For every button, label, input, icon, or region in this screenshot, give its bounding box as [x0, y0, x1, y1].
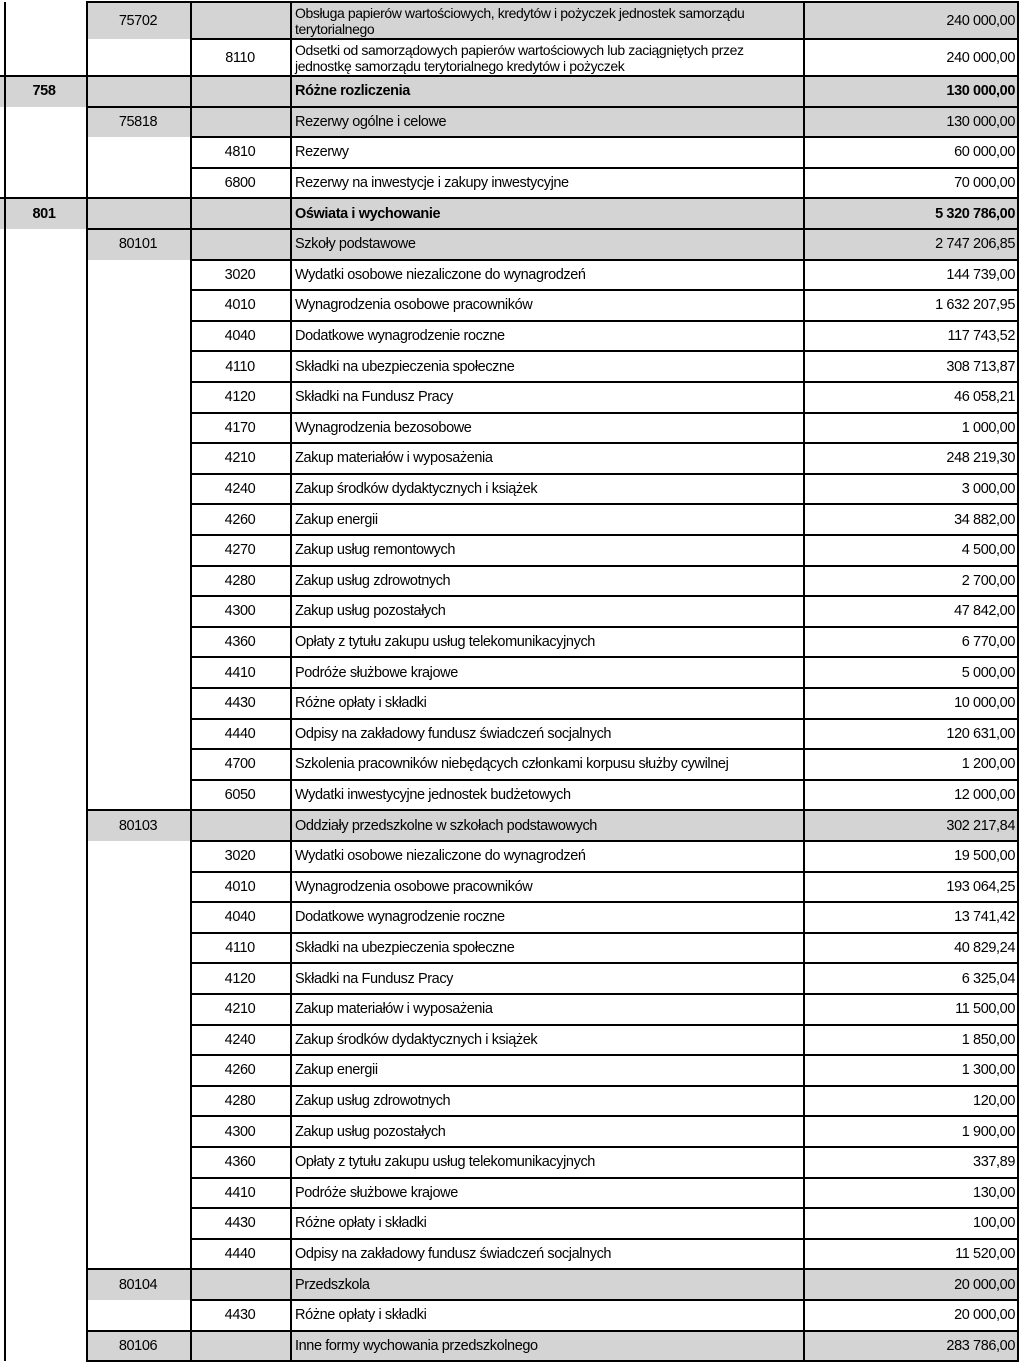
table-row — [0, 535, 1024, 566]
item-name: Składki na ubezpieczenia społeczne — [295, 940, 515, 957]
table-row — [0, 1300, 1024, 1331]
chapter-row — [0, 810, 1024, 841]
amount: 2 700,00 — [961, 572, 1015, 589]
amount: 1 000,00 — [961, 419, 1015, 436]
paragraph-code: 4360 — [224, 1154, 256, 1171]
chapter-code: 80104 — [118, 1276, 158, 1293]
amount: 40 829,24 — [954, 940, 1015, 957]
table-row — [0, 872, 1024, 903]
item-name: Wynagrodzenia osobowe pracowników — [295, 878, 533, 895]
paragraph-code: 4430 — [224, 695, 256, 712]
item-name: Rezerwy — [295, 144, 349, 161]
amount: 120,00 — [973, 1093, 1015, 1110]
amount: 144 739,00 — [946, 266, 1015, 283]
chapter-row — [0, 1269, 1024, 1300]
table-row — [0, 566, 1024, 597]
item-name: Inne formy wychowania przedszkolnego — [295, 1337, 538, 1354]
chapter-row — [0, 107, 1024, 138]
paragraph-code: 3020 — [224, 848, 256, 865]
amount: 34 882,00 — [954, 511, 1015, 528]
paragraph-code: 6800 — [224, 175, 256, 192]
section-code: 801 — [32, 205, 56, 222]
table-row — [0, 474, 1024, 505]
item-name: Oświata i wychowanie — [295, 205, 441, 222]
paragraph-code: 4410 — [224, 664, 256, 681]
table-row — [0, 382, 1024, 413]
item-name: Wydatki inwestycyjne jednostek budżetowych — [295, 787, 571, 804]
paragraph-code: 4110 — [225, 358, 255, 375]
table-row — [0, 1086, 1024, 1117]
item-name: Oddziały przedszkolne w szkołach podstawowych — [295, 817, 597, 834]
amount: 1 200,00 — [961, 756, 1015, 773]
table-row — [0, 933, 1024, 964]
paragraph-code: 4360 — [224, 634, 256, 651]
amount: 100,00 — [973, 1215, 1015, 1232]
table-row — [0, 504, 1024, 535]
amount: 11 520,00 — [955, 1246, 1015, 1263]
item-name: Składki na Fundusz Pracy — [295, 389, 454, 406]
table-row — [0, 780, 1024, 811]
item-name: Opłaty z tytułu zakupu usług telekomunikacyjnych — [295, 634, 595, 651]
item-name: Składki na ubezpieczenia społeczne — [295, 358, 515, 375]
item-name: Różne opłaty i składki — [295, 1215, 427, 1232]
amount: 302 217,84 — [946, 817, 1015, 834]
paragraph-code: 3020 — [224, 266, 256, 283]
table-row — [0, 963, 1024, 994]
item-name: Wynagrodzenia bezosobowe — [295, 419, 472, 436]
item-name: Odpisy na zakładowy fundusz świadczeń socjalnych — [295, 1246, 612, 1263]
table-row — [0, 627, 1024, 658]
section-row — [0, 198, 1024, 229]
item-name: Zakup usług zdrowotnych — [295, 1093, 451, 1110]
table-row — [0, 413, 1024, 444]
chapter-code: 75818 — [118, 113, 158, 130]
table-row — [0, 351, 1024, 382]
amount: 12 000,00 — [954, 787, 1015, 804]
amount: 240 000,00 — [946, 12, 1015, 29]
item-name: Dodatkowe wynagrodzenie roczne — [295, 328, 505, 345]
item-name: Szkolenia pracowników niebędących członkami korpusu służby cywilnej — [295, 756, 729, 773]
table-row — [0, 290, 1024, 321]
item-name: Zakup energii — [295, 511, 378, 528]
paragraph-code: 4280 — [224, 1093, 256, 1110]
paragraph-code: 4040 — [224, 328, 256, 345]
item-name: Obsługa papierów wartościowych, kredytów i pożyczek jednostek samorządu terytorialnego — [295, 4, 745, 37]
paragraph-code: 4440 — [224, 725, 256, 742]
table-row — [0, 596, 1024, 627]
item-name: Zakup środków dydaktycznych i książek — [295, 1031, 538, 1048]
paragraph-code: 4110 — [225, 940, 255, 957]
item-name: Wydatki osobowe niezaliczone do wynagrodzeń — [295, 848, 586, 865]
table-row — [0, 1208, 1024, 1239]
item-name: Podróże służbowe krajowe — [295, 664, 458, 681]
item-name: Różne rozliczenia — [295, 83, 410, 100]
item-name: Podróże służbowe krajowe — [295, 1184, 458, 1201]
paragraph-code: 4430 — [224, 1307, 256, 1324]
item-name: Dodatkowe wynagrodzenie roczne — [295, 909, 505, 926]
table-row — [0, 1147, 1024, 1178]
amount: 6 325,04 — [961, 970, 1015, 987]
item-name: Różne opłaty i składki — [295, 1307, 427, 1324]
table-row — [0, 1055, 1024, 1086]
item-name: Przedszkola — [295, 1276, 370, 1293]
paragraph-code: 4120 — [224, 389, 256, 406]
amount: 1 850,00 — [961, 1031, 1015, 1048]
table-row — [0, 719, 1024, 750]
table-row — [0, 137, 1024, 168]
amount: 47 842,00 — [954, 603, 1015, 620]
table-row — [0, 443, 1024, 474]
item-name: Zakup energii — [295, 1062, 378, 1079]
amount: 10 000,00 — [954, 695, 1015, 712]
chapter-code: 75702 — [118, 12, 158, 29]
paragraph-code: 4010 — [224, 878, 256, 895]
item-name: Odsetki od samorządowych papierów wartościowych lub zaciągniętych przez jednostkę samorządu terytorialnego kredytów i pożyczek — [295, 41, 744, 74]
table-row — [0, 902, 1024, 933]
item-name: Szkoły podstawowe — [295, 236, 416, 253]
paragraph-code: 4210 — [224, 450, 256, 467]
amount: 70 000,00 — [954, 175, 1015, 192]
chapter-code: 80103 — [118, 817, 158, 834]
table-row — [0, 1025, 1024, 1056]
chapter-code: 80101 — [118, 236, 158, 253]
table-row — [0, 688, 1024, 719]
paragraph-code: 4210 — [224, 1001, 256, 1018]
item-name: Zakup środków dydaktycznych i książek — [295, 481, 538, 498]
table-row — [0, 1178, 1024, 1209]
item-name: Zakup usług zdrowotnych — [295, 572, 451, 589]
amount: 337,89 — [973, 1154, 1015, 1171]
paragraph-code: 4280 — [224, 572, 256, 589]
paragraph-code: 4260 — [224, 511, 256, 528]
table-row — [0, 168, 1024, 199]
table-row — [0, 1239, 1024, 1270]
item-name: Zakup usług pozostałych — [295, 603, 446, 620]
amount: 240 000,00 — [946, 49, 1015, 66]
item-name: Rezerwy ogólne i celowe — [295, 113, 447, 130]
table-row — [0, 657, 1024, 688]
amount: 60 000,00 — [954, 144, 1015, 161]
table-row — [0, 1116, 1024, 1147]
item-name: Odpisy na zakładowy fundusz świadczeń socjalnych — [295, 725, 612, 742]
section-code: 758 — [32, 83, 56, 100]
paragraph-code: 6050 — [224, 787, 256, 804]
paragraph-code: 4240 — [224, 481, 256, 498]
paragraph-code: 4700 — [224, 756, 256, 773]
paragraph-code: 4430 — [224, 1215, 256, 1232]
amount: 130 000,00 — [946, 83, 1015, 100]
amount: 4 500,00 — [961, 542, 1015, 559]
item-name: Składki na Fundusz Pracy — [295, 970, 454, 987]
chapter-code: 80106 — [118, 1337, 158, 1354]
table-row — [0, 749, 1024, 780]
chapter-row — [0, 1331, 1024, 1362]
table-row — [0, 841, 1024, 872]
amount: 308 713,87 — [946, 358, 1015, 375]
amount: 117 743,52 — [947, 328, 1015, 345]
paragraph-code: 4300 — [224, 603, 256, 620]
item-name: Wynagrodzenia osobowe pracowników — [295, 297, 533, 314]
item-name: Zakup usług remontowych — [295, 542, 456, 559]
amount: 5 320 786,00 — [935, 205, 1015, 222]
item-name: Rezerwy na inwestycje i zakupy inwestycyjne — [295, 175, 569, 192]
paragraph-code: 4010 — [224, 297, 256, 314]
amount: 20 000,00 — [954, 1276, 1015, 1293]
chapter-row — [0, 2, 1024, 39]
amount: 1 632 207,95 — [935, 297, 1015, 314]
amount: 130,00 — [973, 1184, 1015, 1201]
amount: 120 631,00 — [946, 725, 1015, 742]
amount: 283 786,00 — [946, 1337, 1015, 1354]
paragraph-code: 4410 — [224, 1184, 256, 1201]
item-name: Wydatki osobowe niezaliczone do wynagrodzeń — [295, 266, 586, 283]
amount: 46 058,21 — [954, 389, 1015, 406]
paragraph-code: 4040 — [224, 909, 256, 926]
item-name: Zakup materiałów i wyposażenia — [295, 450, 493, 467]
table-row — [0, 260, 1024, 291]
amount: 1 900,00 — [961, 1123, 1015, 1140]
chapter-row — [0, 229, 1024, 260]
item-name: Zakup materiałów i wyposażenia — [295, 1001, 493, 1018]
amount: 13 741,42 — [954, 909, 1015, 926]
amount: 19 500,00 — [954, 848, 1015, 865]
paragraph-code: 4120 — [224, 970, 256, 987]
paragraph-code: 4810 — [224, 144, 256, 161]
paragraph-code: 4270 — [224, 542, 256, 559]
paragraph-code: 4300 — [224, 1123, 256, 1140]
table-row — [0, 321, 1024, 352]
amount: 1 300,00 — [961, 1062, 1015, 1079]
amount: 130 000,00 — [946, 113, 1015, 130]
table-row — [0, 39, 1024, 76]
section-row — [0, 76, 1024, 107]
paragraph-code: 8110 — [225, 49, 255, 66]
paragraph-code: 4240 — [224, 1031, 256, 1048]
amount: 5 000,00 — [961, 664, 1015, 681]
amount: 2 747 206,85 — [935, 236, 1015, 253]
paragraph-code: 4440 — [224, 1246, 256, 1263]
table-row — [0, 994, 1024, 1025]
amount: 248 219,30 — [946, 450, 1015, 467]
amount: 3 000,00 — [961, 481, 1015, 498]
item-name: Różne opłaty i składki — [295, 695, 427, 712]
item-name: Opłaty z tytułu zakupu usług telekomunikacyjnych — [295, 1154, 595, 1171]
amount: 193 064,25 — [946, 878, 1015, 895]
paragraph-code: 4260 — [224, 1062, 256, 1079]
amount: 11 500,00 — [955, 1001, 1015, 1018]
paragraph-code: 4170 — [224, 419, 256, 436]
item-name: Zakup usług pozostałych — [295, 1123, 446, 1140]
amount: 6 770,00 — [961, 634, 1015, 651]
amount: 20 000,00 — [954, 1307, 1015, 1324]
